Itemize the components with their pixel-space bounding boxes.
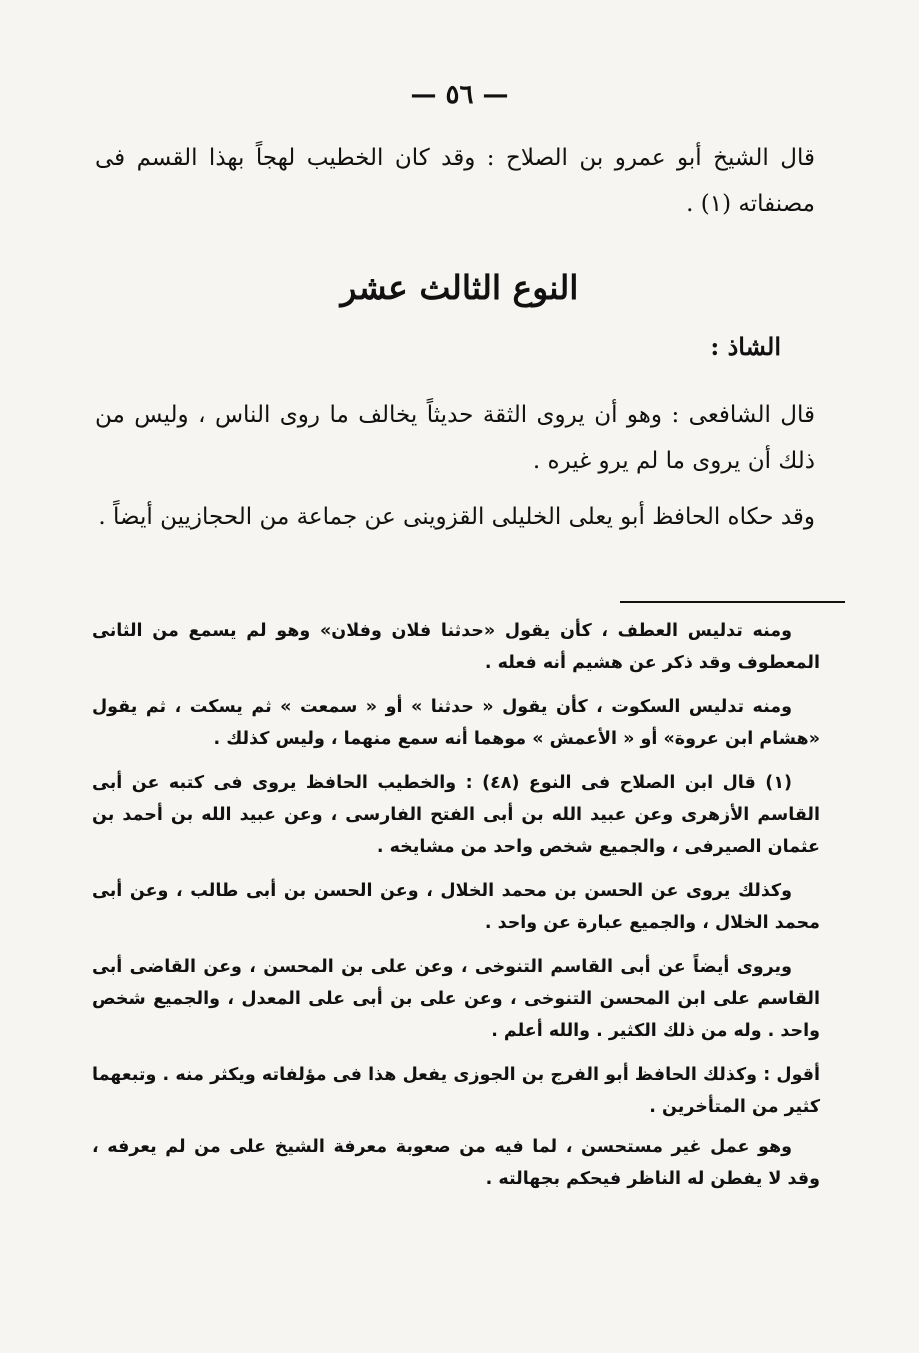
footnote-paragraph: وكذلك يروى عن الحسن بن محمد الخلال ، وعن الحسن بن أبى طالب ، وعن أبى محمد الخلال ، والجميع عبارة عن واحد . <box>92 881 820 933</box>
footnotes-section <box>92 615 820 1203</box>
footnote-paragraph: أقول : وكذلك الحافظ أبو الفرج بن الجوزى يفعل هذا فى مؤلفاته ويكثر منه . وتبعهما كثير من المتأخرين . <box>92 1065 820 1117</box>
section-heading: النوع الثالث عشر <box>340 268 579 307</box>
footnote-paragraph: ويروى أيضاً عن أبى القاسم التنوخى ، وعن على بن المحسن ، وعن القاضى أبى القاسم على ابن المحسن التنوخى ، وعن على بن أبى على المعدل ، والجميع شخص واحد . وله من ذلك الكثير . والله أعلم . <box>92 957 820 1041</box>
page-number: — ٥٦ — <box>410 80 509 110</box>
body-paragraph-2: وقد حكاه الحافظ أبو يعلى الخليلى القزوينى عن جماعة من الحجازيين أيضاً . <box>98 504 815 530</box>
footnote-paragraph: (١) قال ابن الصلاح فى النوع (٤٨) : والخطيب الحافظ يروى فى كتبه عن أبى القاسم الأزهرى وعن عبيد الله بن أبى الفتح الفارسى ، وعن عبيد الله بن أحمد بن عثمان الصيرفى ، والجميع شخص واحد من مشايخه . <box>92 773 820 857</box>
footnote-paragraph: وهو عمل غير مستحسن ، لما فيه من صعوبة معرفة الشيخ على من لم يعرفه ، وقد لا يفطن له الناظر فيحكم بجهالته . <box>92 1137 820 1189</box>
footnote-separator <box>620 601 845 603</box>
body-paragraph-1: قال الشافعى : وهو أن يروى الثقة حديثاً يخالف ما روى الناس ، وليس من ذلك أن يروى ما لم يرو غيره . <box>95 402 815 474</box>
footnote-paragraph: ومنه تدليس السكوت ، كأن يقول « حدثنا » أو « سمعت » ثم يسكت ، ثم يقول «هشام ابن عروة» أو « الأعمش » موهما أنه سمع منهما ، وليس كذلك . <box>92 697 820 749</box>
section-subheading: الشاذ : <box>710 332 781 361</box>
intro-paragraph: قال الشيخ أبو عمرو بن الصلاح : وقد كان الخطيب لهجاً بهذا القسم فى مصنفاته (١) . <box>95 145 815 217</box>
footnote-paragraph: ومنه تدليس العطف ، كأن يقول «حدثنا فلان وفلان» وهو لم يسمع من الثانى المعطوف وقد ذكر عن هشيم أنه فعله . <box>92 621 820 673</box>
